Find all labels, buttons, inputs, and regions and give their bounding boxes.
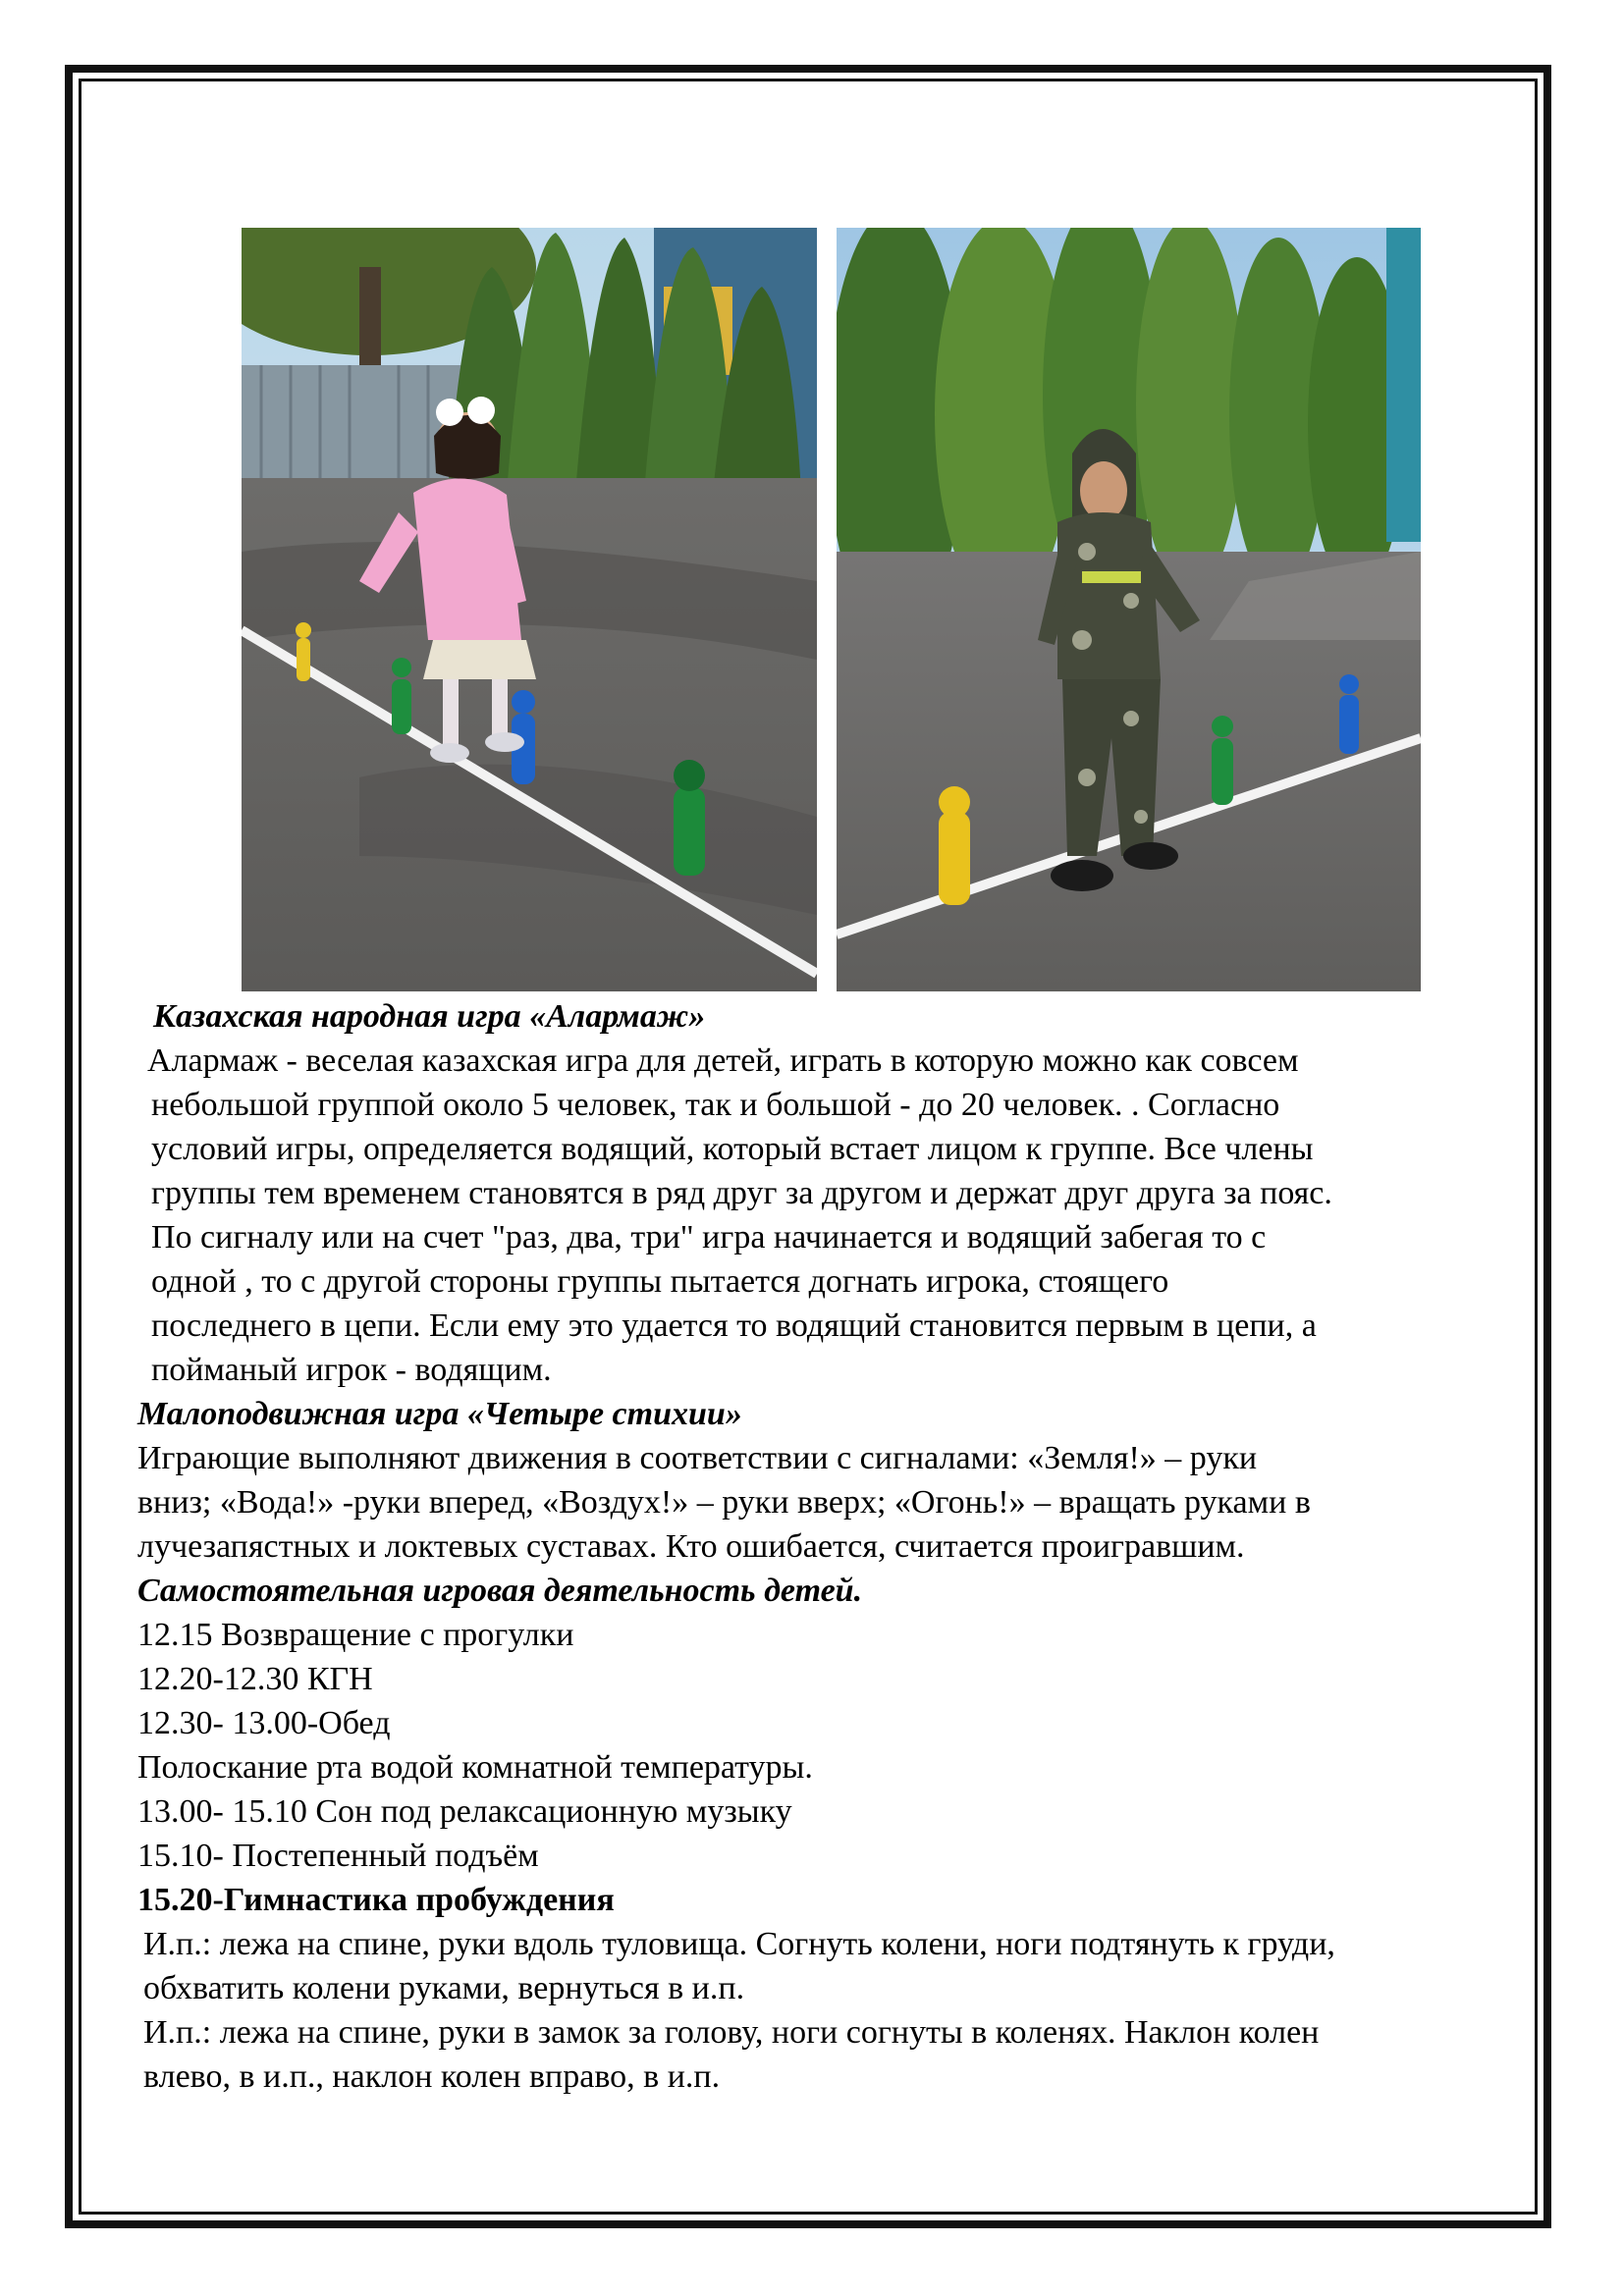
alarmazh-line-4: группы тем временем становятся в ряд друг за другом и держат друг друга за пояс. (151, 1175, 1332, 1211)
schedule-item-4: Полоскание рта водой комнатной температуры. (137, 1749, 813, 1786)
alarmazh-line-2: небольшой группой около 5 человек, так и большой - до 20 человек. . Согласно (151, 1087, 1280, 1123)
photo-boy-illustration (837, 228, 1421, 991)
gymnastics-line-4: влево, в и.п., наклон колен вправо, в и.п. (143, 2058, 721, 2095)
gymnastics-line-3: И.п.: лежа на спине, руки в замок за голову, ноги согнуты в коленях. Наклон колен (143, 2014, 1320, 2051)
section-title-alarmazh: Казахская народная игра «Алармаж» (153, 998, 706, 1035)
alarmazh-line-3: условий игры, определяется водящий, который встает лицом к группе. Все члены (151, 1131, 1314, 1167)
alarmazh-line-6: одной , то с другой стороны группы пытается догнать игрока, стоящего (151, 1263, 1169, 1300)
schedule-item-1: 12.15 Возвращение с прогулки (137, 1617, 574, 1653)
section-title-four-elements: Малоподвижная игра «Четыре стихии» (137, 1396, 742, 1432)
four-elements-line-3: лучезапястных и локтевых суставах. Кто ошибается, считается проигравшим. (137, 1528, 1245, 1565)
alarmazh-line-7: последнего в цепи. Если ему это удается то водящий становится первым в цепи, а (151, 1308, 1317, 1344)
alarmazh-line-1: Алармаж - веселая казахская игра для детей, играть в которую можно как совсем (147, 1042, 1299, 1079)
schedule-item-2: 12.20-12.30 КГН (137, 1661, 373, 1697)
schedule-item-6: 15.10- Постепенный подъём (137, 1838, 539, 1874)
photo-boy-playing (837, 228, 1421, 991)
alarmazh-line-5: По сигналу или на счет "раз, два, три" игра начинается и водящий забегая то с (151, 1219, 1267, 1255)
schedule-item-5: 13.00- 15.10 Сон под релаксационную музыку (137, 1793, 792, 1830)
section-title-gymnastics: 15.20-Гимнастика пробуждения (137, 1882, 615, 1918)
alarmazh-line-8: пойманый игрок - водящим. (151, 1352, 552, 1388)
photo-girl-playing (242, 228, 817, 991)
gymnastics-line-2: обхватить колени руками, вернуться в и.п. (143, 1970, 745, 2006)
gymnastics-line-1: И.п.: лежа на спине, руки вдоль туловища. Согнуть колени, ноги подтянуть к груди, (143, 1926, 1335, 1962)
four-elements-line-2: вниз; «Вода!» -руки вперед, «Воздух!» – руки вверх; «Огонь!» – вращать руками в (137, 1484, 1311, 1521)
document-text (137, 994, 1512, 2099)
photo-girl-illustration (242, 228, 817, 991)
section-title-independent-play: Самостоятельная игровая деятельность детей. (137, 1573, 863, 1609)
four-elements-line-1: Играющие выполняют движения в соответствии с сигналами: «Земля!» – руки (137, 1440, 1258, 1476)
schedule-item-3: 12.30- 13.00-Обед (137, 1705, 391, 1741)
